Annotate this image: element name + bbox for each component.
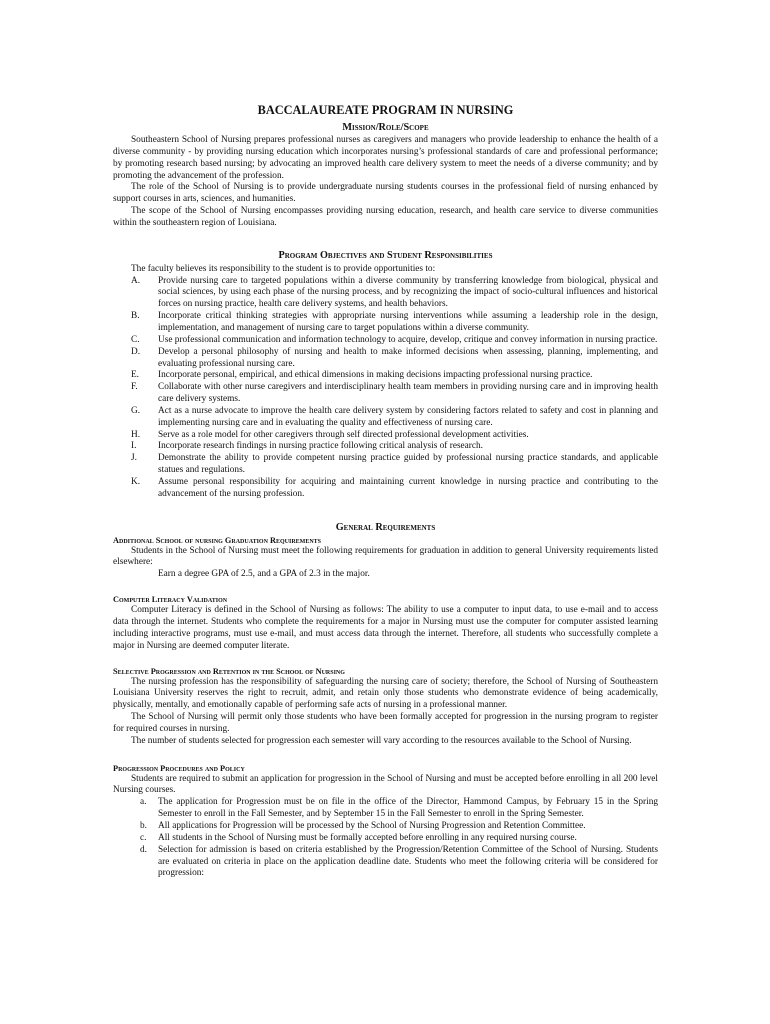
objective-text: Incorporate research findings in nursing practice following critical analysis of research. [158, 441, 484, 452]
objective-item [131, 311, 658, 335]
objective-item [131, 276, 658, 312]
objective-text: Provide nursing care to targeted populations within a diverse community by transferring knowledge from biological, physical and social sciences, by using each phase of the nursing process, and by recognizing the impact of socio-cultural influences and historical forces on nursing practice, health care delivery systems, and health behaviors. [158, 275, 658, 310]
general-requirements-heading: General Requirements [335, 521, 436, 533]
procedure-marker: b. [140, 820, 147, 831]
procedure-text: Selection for admission is based on criteria established by the Progression/Retention Committee of the School of Nursing. Students are evaluated on criteria in place on the application deadline date. Students who meet the following criteria will be considered for progression: [158, 844, 658, 879]
selective-paragraph: The number of students selected for progression each semester will vary according to the resources available to the School of Nursing. [131, 735, 632, 746]
progression-procedures-text: Students are required to submit an application for progression in the School of Nursing and must be accepted before enrolling in all 200 level Nursing courses. [113, 773, 658, 796]
computer-literacy-text: Computer Literacy is defined in the School of Nursing as follows: The ability to use a computer to input data, to use e-mail and to access data through the internet. Students who complete the requirements for a major in Nursing must use the computer for computer assisted learning including interactive programs, must use e-mail, and must access data through the internet. Therefore, all students who successfully complete a major in Nursing are deemed computer literate. [113, 605, 658, 651]
objective-marker: K. [131, 476, 141, 487]
role-paragraph: The role of the School of Nursing is to provide undergraduate nursing students courses in the professional field of nursing enhanced by support courses in arts, sciences, and humanities. [113, 182, 658, 205]
objective-item [131, 370, 658, 382]
document-page [113, 103, 658, 880]
procedure-marker: a. [140, 797, 147, 808]
objective-marker: D. [131, 346, 141, 357]
graduation-requirements-heading: Additional School of nursing Graduation Requirements [113, 535, 321, 545]
objective-item [131, 335, 658, 347]
objective-item [131, 382, 658, 406]
objective-item [131, 453, 658, 477]
mission-heading: Mission/Role/Scope [342, 122, 429, 133]
objective-marker: A. [131, 275, 141, 286]
objectives-list [113, 276, 658, 501]
gpa-requirement: Earn a degree GPA of 2.5, and a GPA of 2.3 in the major. [158, 569, 370, 580]
procedure-item [140, 821, 658, 833]
procedures-list [113, 797, 658, 880]
objective-text: Serve as a role model for other caregivers through self directed professional development activities. [158, 429, 529, 440]
objective-marker: H. [131, 429, 141, 440]
objective-marker: J. [131, 453, 137, 464]
scope-paragraph: The scope of the School of Nursing encompasses providing nursing education, research, and health care service to diverse communities within the southeastern region of Louisiana. [113, 206, 658, 228]
procedure-item [140, 845, 658, 881]
objective-text: Incorporate personal, empirical, and ethical dimensions in making decisions impacting professional nursing practice. [158, 370, 593, 381]
procedure-item [140, 833, 658, 845]
procedure-marker: c. [140, 832, 147, 843]
procedure-text: All students in the School of Nursing must be formally accepted before enrolling in any required nursing course. [158, 832, 577, 843]
objective-item [131, 347, 658, 371]
selective-paragraph: The nursing profession has the responsibility of safeguarding the nursing care of society; therefore, the School of Nursing of Southeastern Louisiana University reserves the right to recruit, admit, and retain only those students who demonstrate evidence of being academically, physically, mentally, and emotionally capable of performing safe acts of nursing in a professional manner. [113, 676, 658, 711]
mission-paragraph: Southeastern School of Nursing prepares professional nurses as caregivers and managers who provide leadership to enhance the health of a diverse community - by providing nursing education which incorporates nursing’s professional standards of care and professional performance; by promoting research based nursing; by advocating an improved health care delivery system to meet the needs of a diverse community; and by promoting the advancement of the profession. [113, 135, 658, 181]
objective-marker: E. [131, 370, 140, 381]
procedure-text: The application for Progression must be on file in the office of the Director, Hammond Campus, by February 15 in the Spring Semester to enroll in the Fall Semester, and by September 15 in the Fall Semester to enroll in the Spring Semester. [158, 797, 658, 820]
procedure-item [140, 797, 658, 821]
objective-item [131, 477, 658, 501]
objective-text: Demonstrate the ability to provide competent nursing practice guided by professional nursing practice standards, and applicable statues and regulations. [158, 453, 658, 476]
progression-procedures-heading: Progression Procedures and Policy [113, 763, 245, 773]
objective-text: Use professional communication and information technology to acquire, develop, critique and convey information in nursing practice. [158, 334, 658, 345]
objective-text: Assume personal responsibility for acquiring and maintaining current knowledge in nursing practice and contributing to the advancement of the nursing profession. [158, 476, 658, 499]
objective-text: Act as a nurse advocate to improve the health care delivery system by considering factors related to safety and cost in planning and implementing nursing care and in evaluating the quality and effectiveness of nursing care. [158, 405, 658, 428]
objective-item [131, 430, 658, 442]
objective-marker: G. [131, 405, 141, 416]
objective-item [131, 406, 658, 430]
procedure-marker: d. [140, 844, 147, 855]
document-title: BACCALAUREATE PROGRAM IN NURSING [257, 103, 514, 117]
objective-marker: F. [131, 382, 138, 393]
objective-marker: B. [131, 311, 140, 322]
objective-text: Develop a personal philosophy of nursing and health to make informed decisions when assessing, planning, implementing, and evaluating professional nursing care. [158, 346, 658, 369]
procedure-text: All applications for Progression will be processed by the School of Nursing Progression and Retention Committee. [158, 820, 586, 831]
objective-marker: C. [131, 334, 140, 345]
selective-progression-heading: Selective Progression and Retention in the School of Nursing [113, 666, 345, 676]
selective-paragraph: The School of Nursing will permit only those students who have been formally accepted for progression in the nursing program to register for required courses in nursing. [113, 712, 658, 734]
objective-item [131, 441, 658, 453]
objective-text: Collaborate with other nurse caregivers and interdisciplinary health team members in providing nursing care and in improving health care delivery systems. [158, 382, 658, 405]
objectives-intro: The faculty believes its responsibility to the student is to provide opportunities to: [131, 263, 436, 274]
objective-text: Incorporate critical thinking strategies with appropriate nursing interventions while assuming a leadership role in the design, implementation, and management of nursing care to target populations within a diverse community. [158, 311, 658, 333]
computer-literacy-heading: Computer Literacy Validation [113, 595, 228, 605]
objective-marker: I. [131, 441, 137, 452]
objectives-heading: Program Objectives and Student Responsibilities [278, 249, 493, 261]
graduation-requirements-text: Students in the School of Nursing must meet the following requirements for graduation in addition to general University requirements listed elsewhere: [113, 545, 658, 568]
